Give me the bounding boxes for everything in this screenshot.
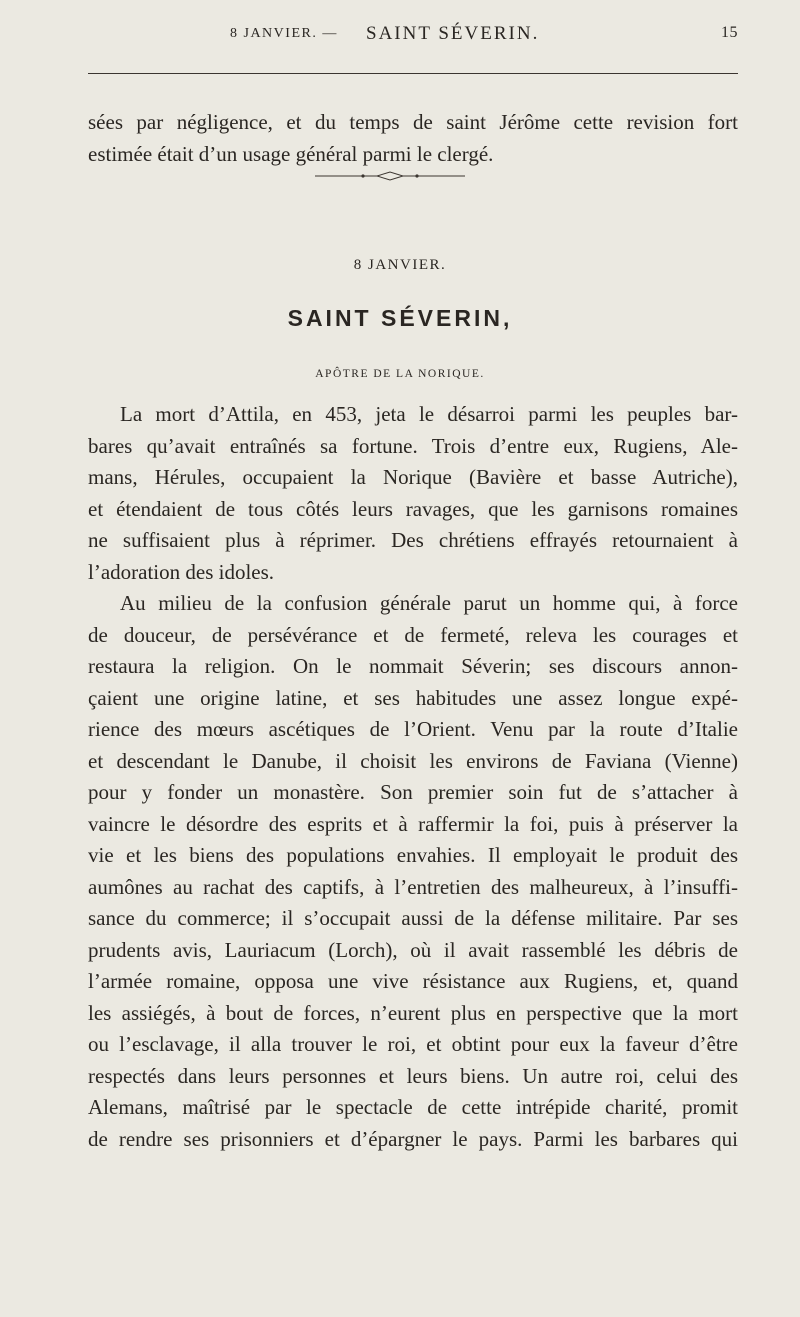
text-line: Alemans, maîtrisé par le spectacle de cette intrépide charité, promit: [88, 1095, 738, 1119]
text-line: respectés dans leurs personnes et leurs biens. Un autre roi, celui des: [88, 1063, 738, 1088]
text-line: Au milieu de la confusion générale parut un homme qui, à force: [120, 591, 738, 615]
text-line: vaincre le désordre des esprits et à raffermir la foi, puis à préserver la: [88, 811, 738, 836]
text-line: La mort d’Attila, en 453, jeta le désarroi parmi les peuples bar-: [120, 402, 738, 426]
text-line: bares qu’avait entraînés sa fortune. Trois d’entre eux, Rugiens, Ale-: [88, 433, 738, 458]
text-line: rience des mœurs ascétiques de l’Orient. Venu par la route d’Italie: [88, 717, 738, 741]
text-line: restaura la religion. On le nommait Séverin; ses discours annon-: [88, 654, 738, 678]
diamond-rule-ornament-icon: [315, 171, 465, 181]
text-line: ou l’esclavage, il alla trouver le roi, et obtint pour eux la faveur d’être: [88, 1032, 738, 1056]
intro-paragraph: [88, 107, 738, 170]
header-rule: [88, 73, 738, 74]
page-number: 15: [721, 24, 738, 41]
running-head: [88, 20, 738, 50]
text-line: ne suffisaient plus à réprimer. Des chrétiens effrayés retournaient à: [88, 528, 738, 552]
text-line: l’adoration des idoles.: [88, 559, 275, 584]
text-line: de rendre ses prisonniers et d’épargner le pays. Parmi les barbares qui: [88, 1126, 738, 1151]
text-line: sées par négligence, et du temps de saint Jérôme cette revision fort: [88, 110, 738, 134]
text-line: aumônes au rachat des captifs, à l’entretien des malheureux, à l’insuffi-: [88, 874, 738, 899]
text-line: l’armée romaine, opposa une vive résistance aux Rugiens, et, quand: [88, 969, 738, 993]
saint-title: SAINT SÉVERIN,: [287, 305, 513, 331]
text-line: vie et les biens des populations envahies. Il employait le produit des: [88, 843, 738, 867]
text-line: et étendaient de tous côtés leurs ravages, que les garnisons romaines: [88, 496, 738, 521]
paragraph-2: [88, 588, 738, 1155]
text-line: et descendant le Danube, il choisit les environs de Faviana (Vienne): [88, 748, 738, 773]
text-line: les assiégés, à bout de forces, n’eurent plus en perspective que la mort: [88, 1000, 738, 1025]
text-line: pour y fonder un monastère. Son premier soin fut de s’attacher à: [88, 780, 738, 804]
text-line: çaient une origine latine, et ses habitudes une assez longue expé-: [88, 685, 738, 710]
saint-subtitle: APÔTRE DE LA NORIQUE.: [315, 368, 485, 380]
text-line: estimée était d’un usage général parmi le clergé.: [88, 141, 494, 166]
paragraph-1: [88, 399, 738, 588]
text-line: de douceur, de persévérance et de fermeté, releva les courages et: [88, 622, 738, 647]
date-heading: 8 JANVIER.: [353, 257, 447, 273]
text-line: sance du commerce; il s’occupait aussi de la défense militaire. Par ses: [88, 906, 738, 930]
running-head-date: 8 JANVIER. —: [230, 26, 338, 41]
running-head-title: SAINT SÉVERIN.: [366, 23, 540, 44]
text-line: prudents avis, Lauriacum (Lorch), où il avait rassemblé les débris de: [88, 937, 738, 962]
text-line: mans, Hérules, occupaient la Norique (Bavière et basse Autriche),: [88, 465, 738, 489]
